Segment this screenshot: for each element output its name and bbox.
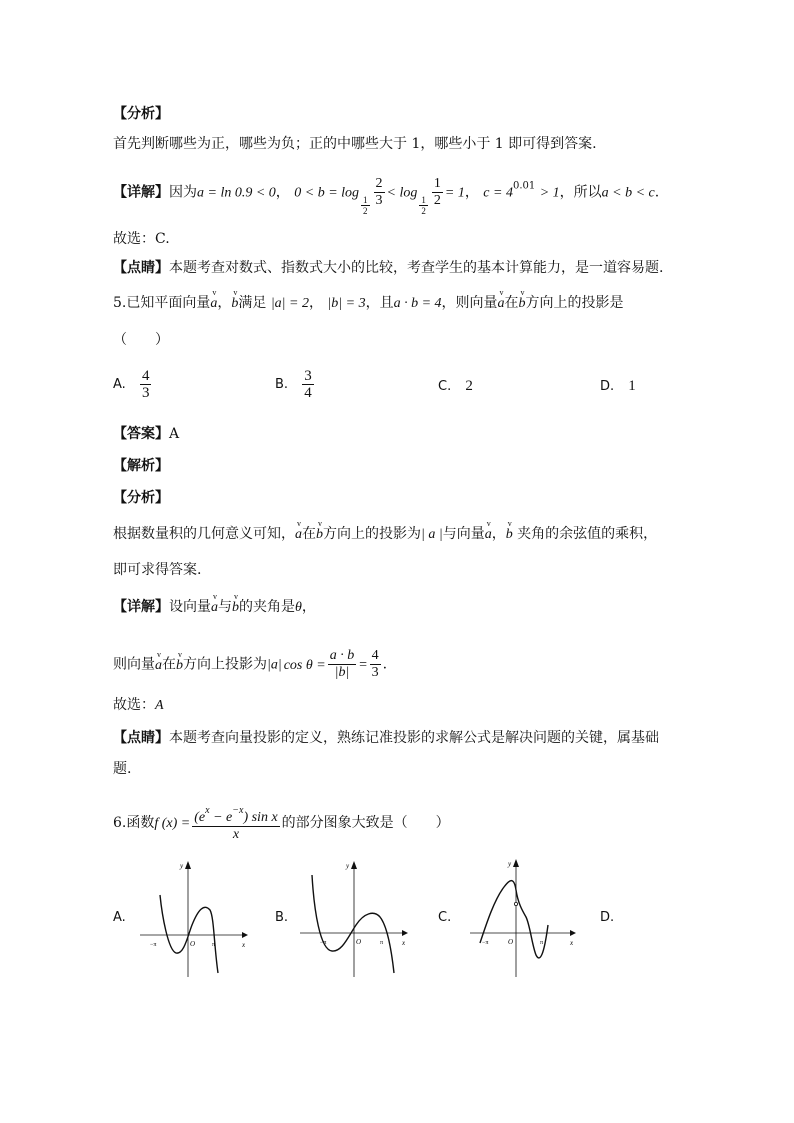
answer-value: A — [169, 426, 180, 442]
vector-b: v b — [316, 525, 323, 545]
vector-b: v b — [231, 294, 238, 314]
den: |b| — [334, 665, 350, 680]
comma: ， — [275, 184, 290, 201]
q5-zai: 在 — [504, 295, 519, 311]
vector-a: v a — [295, 525, 302, 545]
num: a · b — [329, 648, 355, 663]
q5-prefix: 5.已知平面向量 — [113, 295, 211, 311]
period: . — [382, 656, 388, 673]
cond-b: |b| = 3 — [327, 296, 366, 311]
text: 的夹角是 — [239, 599, 295, 615]
xiangjie-1 — [113, 176, 659, 216]
section-fenxi-1 — [113, 104, 169, 124]
num: 4 — [371, 648, 379, 663]
comma: ， — [491, 526, 506, 542]
option-c-label: C. — [438, 379, 452, 394]
frac-den: 2 — [433, 193, 441, 208]
option-b-label: B. — [275, 377, 289, 392]
option-d[interactable] — [600, 378, 636, 395]
dianjing-2 — [113, 728, 659, 748]
expr-b-left: 0 < b = log — [294, 185, 360, 201]
t: (e — [194, 810, 206, 825]
y-axis-label: y — [180, 862, 184, 870]
xiangjie-label: 【详解】 — [113, 184, 169, 201]
fenxi-text: 首先判断哪些为正，哪些为负；正的中哪些大于 1，哪些小于 1 即可得到答案. — [113, 136, 597, 152]
guxuan-2 — [113, 695, 164, 716]
text: 在 — [302, 526, 316, 542]
vector-b: v b — [506, 525, 513, 545]
vector-b: v b — [232, 598, 239, 618]
q5-mid: 满足 — [238, 295, 267, 311]
guxuan-1: 故选：C. — [113, 231, 170, 247]
lt-log: < log — [386, 185, 418, 201]
frac-num: 1 — [433, 176, 441, 191]
xiangjie-label: 【详解】 — [113, 599, 169, 615]
expr-c-exp: 0.01 — [512, 180, 536, 192]
suoyi: ，所以 — [559, 184, 602, 201]
xiangjie-prefix: 因为 — [169, 184, 197, 201]
t: − e — [213, 810, 233, 825]
graph-c[interactable] — [470, 855, 580, 980]
neg-pi-label: −π — [482, 940, 489, 946]
proj-result — [370, 648, 381, 681]
x-axis-label: x — [242, 941, 246, 949]
den: 3 — [371, 665, 379, 680]
t: ) sin x — [243, 810, 278, 825]
option-a-value — [140, 368, 152, 401]
option-d-label: D. — [600, 379, 615, 394]
q5-tail: 方向上的投影是 — [525, 295, 624, 311]
function: f (x) = — [154, 816, 191, 831]
pi-label: π — [380, 940, 384, 946]
question-5 — [113, 293, 624, 314]
fenxi-label: 【分析】 — [113, 106, 169, 122]
text: 本题考查向量投影的定义，熟练记准投影的求解公式是解决问题的关键，属基础 — [169, 730, 659, 746]
comma: ， — [308, 295, 323, 311]
period: . — [654, 184, 660, 201]
dianjing-label: 【点睛】 — [113, 260, 169, 276]
frac-half — [432, 176, 443, 209]
dianjing-2-cont: 题. — [113, 761, 132, 777]
comma: ， — [301, 599, 316, 615]
neg-pi-label: −π — [150, 942, 157, 948]
vector-a: v a — [485, 525, 492, 545]
vector-a: v a — [498, 294, 505, 314]
num: 4 — [141, 368, 150, 384]
base-num: 1 — [363, 194, 368, 205]
expr-c: c = 4 — [483, 185, 513, 201]
vector-a: v a — [211, 598, 218, 618]
answer: A — [155, 698, 164, 713]
vector-b: v b — [519, 294, 526, 314]
hole-point — [514, 902, 517, 905]
text: 故选： — [113, 697, 155, 713]
num — [192, 803, 279, 827]
jiexi-label: 【解析】 — [113, 458, 169, 474]
expr-c-gt: > 1 — [539, 185, 560, 201]
pi-label: π — [540, 940, 544, 946]
origin-label: O — [356, 938, 362, 946]
den: 3 — [141, 385, 150, 401]
dot-product: a · b = 4 — [393, 296, 442, 311]
option-a-label: A. — [113, 377, 126, 392]
pi-label: π — [212, 942, 216, 948]
num: 3 — [304, 368, 312, 384]
neg-pi-label: −π — [320, 940, 327, 946]
option-b[interactable] — [275, 368, 316, 401]
y-axis-label: y — [508, 860, 512, 868]
text: 则向量 — [113, 656, 155, 673]
dianjing-label: 【点睛】 — [113, 730, 169, 746]
expr-a: a = ln 0.9 < 0 — [197, 185, 276, 201]
log-base-2 — [419, 195, 428, 216]
option-b-value — [302, 368, 314, 401]
frac-den: 3 — [375, 193, 383, 208]
vector-a: v a — [210, 294, 217, 314]
q5-then: ，则向量 — [441, 295, 498, 311]
abs-a: | a | — [421, 527, 443, 542]
abs-a: |a| — [267, 657, 282, 673]
dianjing-1 — [113, 258, 663, 278]
text: 根据数量积的几何意义可知， — [113, 526, 295, 542]
den: 4 — [304, 385, 312, 401]
text: 的部分图象大致是（ ） — [281, 815, 450, 831]
vector-a: v a — [155, 656, 162, 676]
projection-line — [113, 648, 387, 681]
text: 方向上投影为 — [183, 656, 267, 673]
theta: θ — [295, 600, 302, 615]
answer — [113, 424, 179, 444]
answer-label: 【答案】 — [113, 426, 169, 442]
eq-one: = 1 — [444, 185, 465, 201]
text: 与 — [218, 599, 232, 615]
x-axis-label: x — [570, 939, 574, 947]
cond-a: |a| = 2 — [270, 296, 309, 311]
graph-a[interactable] — [140, 855, 250, 980]
graph-option-c-label[interactable]: C. — [438, 910, 452, 925]
fenxi-2-label: 【分析】 — [113, 490, 169, 506]
den: x — [232, 827, 240, 842]
option-d-value: 1 — [628, 378, 636, 394]
equals: = — [358, 657, 368, 673]
text: 设向量 — [169, 599, 211, 615]
cos-theta: cos θ = — [283, 657, 326, 673]
vector-b: v b — [176, 656, 183, 676]
y-axis-label: y — [346, 862, 350, 870]
origin-label: O — [508, 938, 514, 946]
graph-option-a-label[interactable]: A. — [113, 910, 126, 925]
comma: ， — [217, 295, 232, 311]
base-num: 1 — [421, 194, 426, 205]
text: 6.函数 — [113, 815, 155, 831]
q5-paren: （ ） — [113, 332, 169, 348]
fenxi-2-text-2: 即可求得答案. — [113, 562, 202, 578]
t: x — [205, 805, 210, 816]
frac-two-thirds — [374, 176, 385, 209]
option-a[interactable] — [113, 368, 153, 401]
base-den: 2 — [363, 205, 368, 216]
base-den: 2 — [421, 205, 426, 216]
q5-qie: ，且 — [365, 295, 394, 311]
order: a < b < c — [601, 185, 655, 201]
dianjing-text: 本题考查对数式、指数式大小的比较，考查学生的基本计算能力，是一道容易题. — [169, 260, 664, 276]
fenxi-2-text — [113, 524, 657, 545]
origin-label: O — [190, 940, 196, 948]
x-axis-label: x — [402, 939, 406, 947]
t: −x — [232, 805, 244, 816]
text: 在 — [162, 656, 176, 673]
graph-b[interactable] — [300, 855, 410, 980]
comma: ， — [464, 184, 479, 201]
option-c-value: 2 — [465, 378, 473, 394]
graph-option-b-label[interactable]: B. — [275, 910, 289, 925]
text: 与向量 — [442, 526, 485, 542]
text: 方向上的投影为 — [323, 526, 421, 542]
proj-fraction — [328, 648, 357, 681]
log-base-1 — [361, 195, 370, 216]
text: 夹角的余弦值的乘积， — [517, 526, 658, 542]
xiangjie-2 — [113, 597, 316, 618]
function-fraction — [192, 803, 279, 843]
option-c[interactable] — [438, 378, 473, 395]
frac-num: 2 — [375, 176, 383, 191]
graph-option-d-label[interactable]: D. — [600, 910, 615, 925]
question-6 — [113, 803, 450, 843]
